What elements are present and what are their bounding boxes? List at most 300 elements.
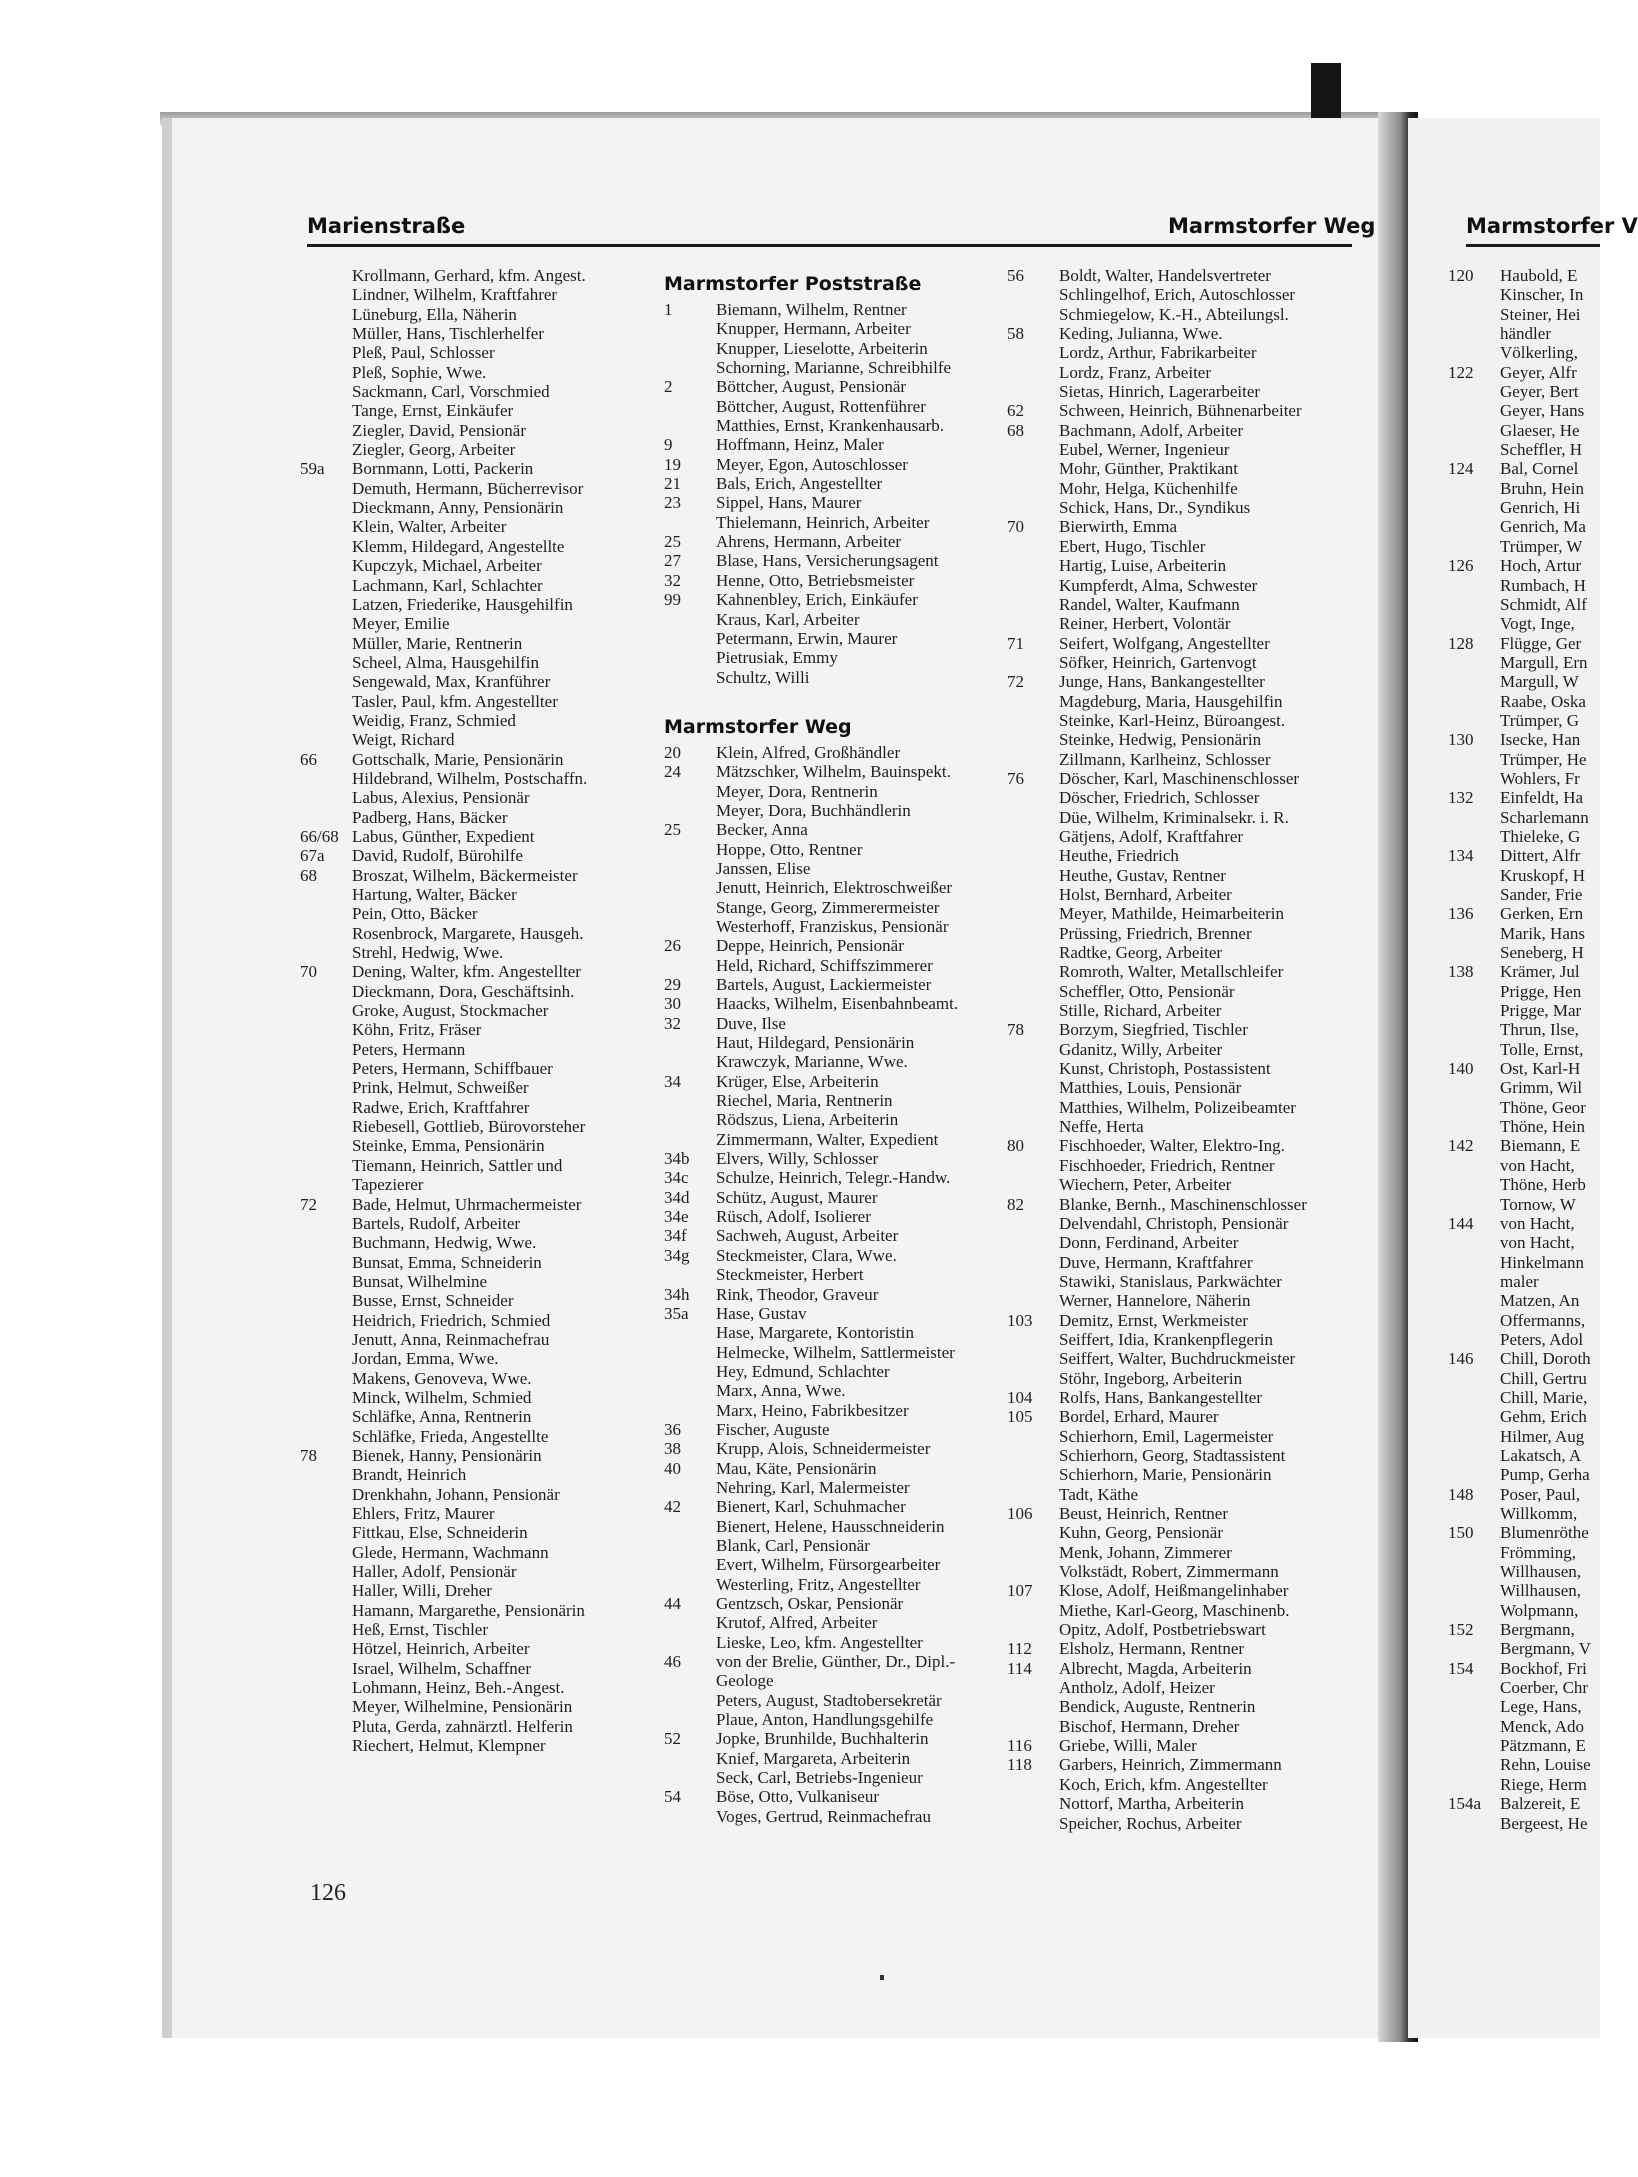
resident-name: Bergeest, He (1500, 1813, 1588, 1833)
resident-entry (664, 648, 921, 667)
resident-name: von Hacht, (1500, 1213, 1575, 1233)
resident-name: Opitz, Adolf, Postbetriebswart (1059, 1620, 1266, 1640)
resident-name: Dening, Walter, kfm. Angestellter (352, 962, 581, 982)
resident-name: Bade, Helmut, Uhrmachermeister (352, 1194, 582, 1214)
resident-name: Pleß, Sophie, Wwe. (352, 362, 487, 382)
resident-name: Weidig, Franz, Schmied (352, 710, 516, 730)
resident-name: Döscher, Karl, Maschinenschlosser (1059, 768, 1300, 788)
resident-entry (664, 1555, 941, 1575)
resident-name: Trümper, W (1500, 536, 1583, 556)
resident-name: Koch, Erich, kfm. Angestellter (1059, 1774, 1268, 1794)
resident-name: Kuhn, Georg, Pensionär (1059, 1523, 1223, 1543)
resident-name: von Hacht, (1500, 1155, 1575, 1175)
resident-entry (664, 1671, 921, 1690)
resident-name: Latzen, Friederike, Hausgehilfin (352, 594, 573, 614)
resident-name: Brandt, Heinrich (352, 1465, 467, 1485)
resident-name: Biemann, E (1500, 1136, 1581, 1156)
resident-entry (664, 743, 921, 762)
resident-name: Duve, Hermann, Kraftfahrer (1059, 1252, 1253, 1272)
resident-entry (664, 1014, 921, 1033)
resident-name: Keding, Julianna, Wwe. (1059, 324, 1223, 344)
resident-name: Fischhoeder, Walter, Elektro-Ing. (1059, 1136, 1285, 1156)
resident-name: Hötzel, Heinrich, Arbeiter (352, 1639, 530, 1659)
resident-entry (664, 1478, 921, 1497)
resident-entry (664, 1401, 921, 1420)
resident-name: Rolfs, Hans, Bankangestellter (1059, 1387, 1263, 1407)
resident-name: Klein, Walter, Arbeiter (352, 517, 507, 537)
house-number: 25 (664, 820, 681, 840)
resident-name: Bartels, Rudolf, Arbeiter (352, 1213, 521, 1233)
house-number: 58 (1007, 324, 1024, 344)
resident-entry (664, 493, 921, 512)
resident-entry (664, 975, 932, 994)
resident-entry (664, 1420, 921, 1439)
house-number: 82 (1007, 1194, 1024, 1214)
resident-name: Klose, Adolf, Heißmangelinhaber (1059, 1581, 1289, 1601)
resident-name: Knupper, Hermann, Arbeiter (716, 319, 911, 339)
resident-name: Bockhof, Fri (1500, 1658, 1587, 1678)
resident-name: Chill, Marie, (1500, 1387, 1588, 1407)
house-number: 68 (1007, 420, 1024, 440)
street-section-heading: Marmstorfer Poststraße (664, 273, 922, 295)
resident-name: Garbers, Heinrich, Zimmermann (1059, 1755, 1282, 1775)
resident-name: Janssen, Elise (716, 858, 811, 878)
resident-name: Buchmann, Hedwig, Wwe. (352, 1233, 537, 1253)
house-number: 71 (1007, 633, 1024, 653)
resident-name: Pietrusiak, Emmy (716, 648, 838, 668)
resident-entry (664, 1188, 921, 1207)
resident-name: Griebe, Willi, Maler (1059, 1736, 1197, 1756)
resident-name: Schmiegelow, K.-H., Abteilungsl. (1059, 304, 1289, 324)
resident-name: Matzen, An (1500, 1291, 1580, 1311)
house-number: 32 (664, 570, 681, 590)
house-number: 9 (664, 435, 673, 455)
resident-name: Rehn, Louise (1500, 1755, 1591, 1775)
resident-name: Marx, Anna, Wwe. (716, 1381, 846, 1401)
resident-name: Tasler, Paul, kfm. Angestellter (352, 691, 558, 711)
resident-name: Schläfke, Anna, Rentnerin (352, 1407, 532, 1427)
resident-name: Peters, Adol (1500, 1329, 1584, 1349)
resident-name: Westerhoff, Franziskus, Pensionär (716, 916, 949, 936)
resident-name: Schierhorn, Georg, Stadtassistent (1059, 1445, 1286, 1465)
resident-entry (664, 1806, 931, 1826)
house-number: 106 (1007, 1504, 1033, 1523)
resident-name: Glaeser, He (1500, 420, 1580, 440)
resident-name: Held, Richard, Schiffszimmerer (716, 955, 933, 975)
house-number: 56 (1007, 266, 1024, 285)
resident-entry (664, 668, 921, 687)
resident-name: Steinke, Karl-Heinz, Büroangest. (1059, 710, 1286, 730)
resident-entry (664, 1652, 956, 1672)
resident-name: Seiffert, Walter, Buchdruckmeister (1059, 1349, 1296, 1369)
resident-name: Genrich, Ma (1500, 517, 1586, 537)
house-number: 44 (664, 1594, 681, 1613)
resident-name: Pein, Otto, Bäcker (352, 904, 478, 924)
header-rule (307, 244, 1352, 247)
resident-name: Bartels, August, Lackiermeister (716, 975, 932, 994)
resident-name: Borzym, Siegfried, Tischler (1059, 1020, 1248, 1040)
resident-name: Reiner, Herbert, Volontär (1059, 614, 1231, 634)
resident-name: Lakatsch, A (1500, 1445, 1582, 1465)
resident-name: Ehlers, Fritz, Maurer (352, 1504, 495, 1523)
resident-name: Wiechern, Peter, Arbeiter (1059, 1175, 1232, 1195)
resident-name: Magdeburg, Maria, Hausgehilfin (1059, 691, 1283, 711)
resident-name: Einfeldt, Ha (1500, 788, 1584, 808)
resident-name: von Hacht, (1500, 1233, 1575, 1253)
resident-name: Bals, Erich, Angestellter (716, 474, 883, 494)
resident-name: Döscher, Friedrich, Schlosser (1059, 788, 1260, 808)
running-header-left: Marienstraße (307, 214, 466, 238)
resident-name: Seifert, Wolfgang, Angestellter (1059, 633, 1270, 653)
resident-name: Tapezierer (352, 1175, 424, 1195)
resident-name: Gätjens, Adolf, Kraftfahrer (1059, 826, 1244, 846)
resident-name: Bornmann, Lotti, Packerin (352, 459, 534, 479)
house-number: 26 (664, 936, 681, 956)
resident-name: Böse, Otto, Vulkaniseur (716, 1787, 879, 1807)
resident-entry (664, 1072, 921, 1091)
house-number: 25 (664, 532, 681, 552)
resident-name: Krüger, Else, Arbeiterin (716, 1071, 879, 1091)
resident-name: Fischer, Auguste (716, 1419, 830, 1439)
resident-entry (664, 762, 951, 782)
resident-name: Offermanns, (1500, 1310, 1586, 1330)
resident-entry (664, 1149, 921, 1168)
resident-name: Matthies, Ernst, Krankenhausarb. (716, 416, 945, 436)
resident-name: Stille, Richard, Arbeiter (1059, 1001, 1222, 1021)
resident-name: Thielemann, Heinrich, Arbeiter (716, 512, 930, 532)
house-number: 154 (1448, 1658, 1474, 1678)
resident-name: Heuthe, Gustav, Rentner (1059, 865, 1226, 885)
house-number: 52 (664, 1729, 681, 1749)
house-number: 46 (664, 1652, 681, 1672)
resident-name: Stange, Georg, Zimmerermeister (716, 897, 940, 917)
resident-name: Gehm, Erich (1500, 1407, 1587, 1427)
house-number: 148 (1448, 1484, 1474, 1504)
resident-name: Grimm, Wil (1500, 1078, 1583, 1098)
house-number: 144 (1448, 1213, 1474, 1233)
resident-entry (664, 1285, 921, 1304)
resident-name: Margull, W (1500, 672, 1579, 692)
resident-entry (664, 1381, 921, 1400)
house-number: 27 (664, 551, 681, 571)
resident-name: Klein, Alfred, Großhändler (716, 742, 901, 762)
resident-name: Meyer, Dora, Buchhändlerin (716, 800, 911, 820)
resident-name: Willhausen, (1500, 1562, 1581, 1582)
resident-entry (664, 994, 959, 1014)
house-number: 152 (1448, 1620, 1474, 1640)
resident-name: Ebert, Hugo, Tischler (1059, 536, 1206, 556)
house-number: 34h (664, 1284, 690, 1304)
resident-name: Schick, Hans, Dr., Syndikus (1059, 498, 1251, 518)
house-number: 80 (1007, 1136, 1024, 1156)
house-number: 112 (1007, 1639, 1032, 1659)
resident-name: Bordel, Erhard, Maurer (1059, 1407, 1219, 1427)
resident-name: händler (1500, 324, 1551, 344)
house-number: 34g (664, 1245, 690, 1265)
resident-name: Mohr, Helga, Küchenhilfe (1059, 478, 1238, 498)
resident-name: Lordz, Arthur, Fabrikarbeiter (1059, 343, 1257, 363)
house-number: 42 (664, 1497, 681, 1517)
resident-entry (664, 1516, 945, 1536)
resident-name: Fischhoeder, Friedrich, Rentner (1059, 1155, 1275, 1175)
resident-name: Meyer, Dora, Rentnerin (716, 781, 878, 801)
resident-name: Haacks, Wilhelm, Eisenbahnbeamt. (716, 994, 959, 1014)
resident-name: Balzereit, E (1500, 1794, 1581, 1814)
resident-entry (664, 1207, 921, 1226)
house-number: 40 (664, 1458, 681, 1478)
resident-name: Hartig, Luise, Arbeiterin (1059, 556, 1227, 576)
resident-name: Kumpferdt, Alma, Schwester (1059, 575, 1258, 595)
resident-name: Riege, Herm (1500, 1774, 1587, 1794)
house-number: 103 (1007, 1310, 1033, 1330)
resident-name: Schultz, Willi (716, 667, 810, 687)
resident-name: Krupp, Alois, Schneidermeister (716, 1439, 931, 1459)
resident-name: Sackmann, Carl, Vorschmied (352, 382, 550, 402)
resident-name: Radtke, Georg, Arbeiter (1059, 943, 1223, 963)
resident-name: Söfker, Heinrich, Gartenvogt (1059, 652, 1257, 672)
resident-name: Deppe, Heinrich, Pensionär (716, 936, 904, 956)
resident-name: Mätzschker, Wilhelm, Bauinspekt. (716, 762, 951, 782)
house-number: 34 (664, 1071, 681, 1091)
resident-name: Bal, Cornel (1500, 459, 1579, 479)
resident-name: Minck, Wilhelm, Schmied (352, 1387, 532, 1407)
resident-name: Kruskopf, H (1500, 865, 1585, 885)
resident-entry (664, 1226, 921, 1245)
resident-name: Westerling, Fritz, Angestellter (716, 1574, 921, 1594)
resident-entry (664, 396, 926, 416)
resident-name: Albrecht, Magda, Arbeiterin (1059, 1658, 1252, 1678)
house-number: 146 (1448, 1349, 1474, 1369)
next-page-header-rule (1466, 244, 1600, 247)
resident-name: Schmidt, Alf (1500, 594, 1587, 614)
resident-name: Prink, Helmut, Schweißer (352, 1078, 529, 1098)
resident-name: Steckmeister, Clara, Wwe. (716, 1245, 897, 1265)
resident-name: Henne, Otto, Betriebsmeister (716, 570, 915, 590)
house-number: 38 (664, 1439, 681, 1459)
resident-name: Kupczyk, Michael, Arbeiter (352, 556, 542, 576)
resident-entry (664, 1246, 921, 1265)
resident-name: Scheel, Alma, Hausgehilfin (352, 652, 539, 672)
resident-name: Krollmann, Gerhard, kfm. Angest. (352, 266, 586, 285)
house-number: 72 (300, 1194, 317, 1214)
resident-entry (664, 532, 921, 551)
house-number: 78 (1007, 1020, 1024, 1040)
house-number: 136 (1448, 904, 1474, 924)
resident-name: Blanke, Bernh., Maschinenschlosser (1059, 1194, 1307, 1214)
resident-name: Tolle, Ernst, (1500, 1039, 1584, 1059)
resident-name: Plaue, Anton, Handlungsgehilfe (716, 1710, 934, 1730)
resident-name: Elvers, Willy, Schlosser (716, 1149, 879, 1169)
resident-name: Lege, Hans, (1500, 1697, 1582, 1717)
resident-name: Völkerling, (1500, 343, 1578, 363)
resident-name: Hamann, Margarethe, Pensionärin (352, 1600, 585, 1620)
resident-name: Israel, Wilhelm, Schaffner (352, 1658, 532, 1678)
house-number: 34c (664, 1168, 689, 1188)
resident-entry (664, 590, 921, 609)
resident-name: Pleß, Paul, Schlosser (352, 343, 495, 363)
resident-name: Scheffler, H (1500, 440, 1583, 460)
resident-entry (664, 319, 921, 338)
resident-name: Schierhorn, Emil, Lagermeister (1059, 1426, 1274, 1446)
resident-entry (664, 1749, 921, 1768)
house-number: 34d (664, 1187, 690, 1207)
house-number: 138 (1448, 962, 1474, 982)
resident-name: Hoffmann, Heinz, Maler (716, 435, 884, 455)
resident-name: Schütz, August, Maurer (716, 1187, 878, 1207)
resident-name: Helmecke, Wilhelm, Sattlermeister (716, 1342, 955, 1362)
resident-name: Delvendahl, Christoph, Pensionär (1059, 1213, 1289, 1233)
resident-entry (664, 300, 921, 319)
resident-name: Lachmann, Karl, Schlachter (352, 575, 543, 595)
resident-name: Steinke, Emma, Pensionärin (352, 1136, 545, 1156)
house-number: 1 (664, 300, 673, 319)
resident-name: Kinscher, In (1500, 285, 1584, 305)
section-spacer (664, 687, 921, 711)
house-number: 70 (300, 962, 317, 982)
resident-name: Bischof, Hermann, Dreher (1059, 1716, 1240, 1736)
house-number: 24 (664, 762, 681, 782)
resident-name: Boldt, Walter, Handelsvertreter (1059, 266, 1271, 285)
resident-name: Heidrich, Friedrich, Schmied (352, 1310, 551, 1330)
resident-name: Haut, Hildegard, Pensionärin (716, 1033, 915, 1053)
resident-entry (664, 1613, 921, 1632)
resident-name: Flügge, Ger (1500, 633, 1582, 653)
resident-name: Riebesell, Gottlieb, Bürovorsteher (352, 1117, 586, 1137)
resident-name: Labus, Günther, Expedient (352, 826, 535, 846)
house-number: 66 (300, 749, 317, 769)
resident-name: Romroth, Walter, Metallschleifer (1059, 962, 1284, 982)
resident-name: Seck, Carl, Betriebs-Ingenieur (716, 1768, 923, 1788)
resident-name: Evert, Wilhelm, Fürsorgearbeiter (716, 1555, 941, 1575)
resident-name: Lieske, Leo, kfm. Angestellter (716, 1632, 923, 1652)
resident-entry (664, 358, 952, 378)
house-number: 34b (664, 1149, 690, 1169)
resident-name: Rödszus, Liena, Arbeiterin (716, 1110, 899, 1130)
resident-name: Lordz, Franz, Arbeiter (1059, 362, 1211, 382)
resident-name: Tadt, Käthe (1059, 1484, 1139, 1504)
house-number: 114 (1007, 1658, 1032, 1678)
resident-name: Wolpmann, (1500, 1600, 1579, 1620)
house-number: 116 (1007, 1736, 1032, 1756)
resident-name: Werner, Hannelore, Näherin (1059, 1291, 1251, 1311)
resident-entry (664, 338, 928, 358)
resident-name: Isecke, Han (1500, 730, 1581, 750)
house-number: 20 (664, 742, 681, 762)
resident-entry (664, 820, 921, 839)
resident-name: Tange, Ernst, Einkäufer (352, 401, 514, 421)
resident-name: Hinkelmann (1500, 1252, 1585, 1272)
resident-name: Gentzsch, Oskar, Pensionär (716, 1594, 904, 1613)
resident-name: Sietas, Hinrich, Lagerarbeiter (1059, 382, 1261, 402)
resident-name: Hey, Edmund, Schlachter (716, 1361, 890, 1381)
resident-name: Stöhr, Ingeborg, Arbeiterin (1059, 1368, 1243, 1388)
resident-name: Ziegler, David, Pensionär (352, 420, 526, 440)
resident-entry (664, 1265, 921, 1284)
house-number: 122 (1448, 362, 1474, 382)
resident-name: Prigge, Mar (1500, 1001, 1582, 1021)
resident-name: Vogt, Inge, (1500, 614, 1575, 634)
resident-name: Blase, Hans, Versicherungsagent (716, 551, 939, 571)
house-number: 30 (664, 994, 681, 1014)
resident-name: Tornow, W (1500, 1194, 1576, 1214)
resident-entry (664, 916, 949, 936)
house-number: 21 (664, 474, 681, 494)
resident-name: Steiner, Hei (1500, 304, 1581, 324)
resident-name: Voges, Gertrud, Reinmachefrau (716, 1806, 931, 1826)
resident-name: Bendick, Auguste, Rentnerin (1059, 1697, 1256, 1717)
resident-name: Seneberg, H (1500, 943, 1584, 963)
resident-name: Heuthe, Friedrich (1059, 846, 1179, 866)
resident-name: Mohr, Günther, Praktikant (1059, 459, 1238, 479)
resident-name: Zillmann, Karlheinz, Schlosser (1059, 749, 1271, 769)
resident-name: Geyer, Hans (1500, 401, 1585, 421)
house-number: 32 (664, 1013, 681, 1033)
resident-entry (664, 1342, 955, 1362)
resident-name: Bachmann, Adolf, Arbeiter (1059, 420, 1244, 440)
resident-entry (664, 1129, 939, 1149)
resident-entry (664, 1439, 931, 1459)
resident-entry (664, 1091, 921, 1110)
house-number: 154a (1448, 1794, 1482, 1814)
resident-name: Meyer, Wilhelmine, Pensionärin (352, 1697, 573, 1717)
resident-name: Meyer, Egon, Autoschlosser (716, 454, 908, 474)
house-number: 72 (1007, 672, 1024, 692)
resident-entry (664, 1710, 934, 1730)
resident-entry (664, 1304, 921, 1323)
house-number: 36 (664, 1419, 681, 1439)
resident-name: Haubold, E (1500, 266, 1578, 285)
resident-entry (664, 512, 930, 532)
resident-entry (664, 571, 921, 590)
house-number: 23 (664, 493, 681, 513)
resident-name: Steinke, Hedwig, Pensionärin (1059, 730, 1262, 750)
resident-name: Miethe, Karl-Georg, Maschinenb. (1059, 1600, 1290, 1620)
resident-name: Böttcher, August, Pensionär (716, 377, 907, 397)
resident-name: Coerber, Chr (1500, 1678, 1589, 1698)
house-number: 62 (1007, 401, 1024, 421)
resident-name: Demuth, Hermann, Bücherrevisor (352, 478, 584, 498)
house-number: 34f (664, 1226, 687, 1246)
street-section-heading: Marmstorfer Weg (664, 715, 852, 738)
resident-name: Pump, Gerha (1500, 1465, 1590, 1485)
resident-name: Margull, Ern (1500, 652, 1588, 672)
house-number: 124 (1448, 459, 1474, 479)
resident-name: Jenutt, Heinrich, Elektroschweißer (716, 878, 953, 898)
resident-name: Hase, Margarete, Kontoristin (716, 1323, 914, 1343)
resident-name: Labus, Alexius, Pensionär (352, 788, 530, 808)
resident-entry (664, 1110, 921, 1129)
resident-name: Jordan, Emma, Wwe. (352, 1349, 499, 1369)
resident-name: Krämer, Jul (1500, 962, 1580, 982)
resident-name: Gottschalk, Marie, Pensionärin (352, 749, 564, 769)
resident-name: Bergmann, (1500, 1620, 1575, 1640)
resident-name: Speicher, Rochus, Arbeiter (1059, 1813, 1242, 1833)
house-number: 132 (1448, 788, 1474, 808)
resident-entry (664, 1362, 921, 1381)
resident-name: Haller, Adolf, Pensionär (352, 1562, 517, 1582)
resident-name: Lohmann, Heinz, Beh.-Angest. (352, 1678, 565, 1698)
resident-name: Makens, Genoveva, Wwe. (352, 1368, 532, 1388)
resident-name: Bergmann, V (1500, 1639, 1591, 1659)
resident-name: Dittert, Alfr (1500, 846, 1581, 866)
resident-name: Demitz, Ernst, Werkmeister (1059, 1310, 1249, 1330)
resident-name: Jenutt, Anna, Reinmachefrau (352, 1329, 550, 1349)
resident-name: Thrun, Ilse, (1500, 1020, 1579, 1040)
resident-name: Ziegler, Georg, Arbeiter (352, 440, 516, 460)
resident-entry (664, 1497, 921, 1516)
resident-name: Kahnenbley, Erich, Einkäufer (716, 590, 918, 610)
house-number: 104 (1007, 1387, 1033, 1407)
